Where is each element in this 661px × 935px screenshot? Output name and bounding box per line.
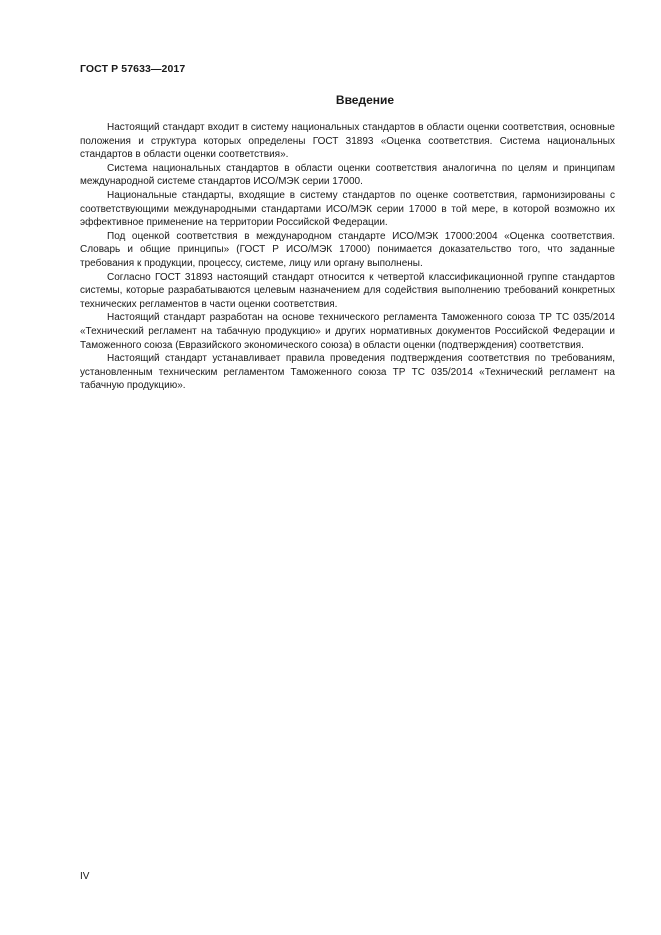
page-number: IV bbox=[80, 871, 90, 882]
section-title: Введение bbox=[335, 93, 395, 107]
body-text bbox=[80, 121, 615, 393]
paragraph: Согласно ГОСТ 31893 настоящий стандарт относится к четвертой классификационной группе стандартов системы, которые разрабатываются целевым назначением для содействия выполнению требований конкретных технических регламентов в части оценки соответствия. bbox=[80, 271, 615, 310]
section-title-container bbox=[80, 93, 614, 107]
paragraph: Настоящий стандарт разработан на основе технического регламента Таможенного союза ТР ТС 035/2014 «Технический регламент на табачную продукцию» и других нормативных документов Российской Федерации и Таможенного союза (Евразийского экономического союза) в области оценки (подтверждения) соответствия. bbox=[80, 312, 615, 351]
paragraph: Под оценкой соответствия в международном стандарте ИСО/МЭК 17000:2004 «Оценка соответствия. Словарь и общие принципы» (ГОСТ Р ИСО/МЭК 17000) понимается доказательство того, что заданные требования к продукции, процессу, системе, лицу или органу выполнены. bbox=[80, 230, 615, 269]
paragraph: Система национальных стандартов в области оценки соответствия аналогична по целям и принципам международной системе стандартов ИСО/МЭК серии 17000. bbox=[80, 162, 615, 188]
paragraph: Настоящий стандарт устанавливает правила проведения подтверждения соответствия по требованиям, установленным техническим регламентом Таможенного союза ТР ТС 035/2014 «Технический регламент на табачную продукцию». bbox=[80, 353, 615, 392]
paragraph: Национальные стандарты, входящие в систему стандартов по оценке соответствия, гармонизированы с соответствующими международными стандартами ИСО/МЭК серии 17000 в той мере, в которой возможно их эффективное применение на территории Российской Федерации. bbox=[80, 189, 615, 229]
paragraph: Настоящий стандарт входит в систему национальных стандартов в области оценки соответствия, основные положения и структура которых определены ГОСТ 31893 «Оценка соответствия. Система национальных стандартов в области оценки соответствия». bbox=[80, 122, 615, 161]
document-header: ГОСТ Р 57633—2017 bbox=[80, 63, 186, 75]
